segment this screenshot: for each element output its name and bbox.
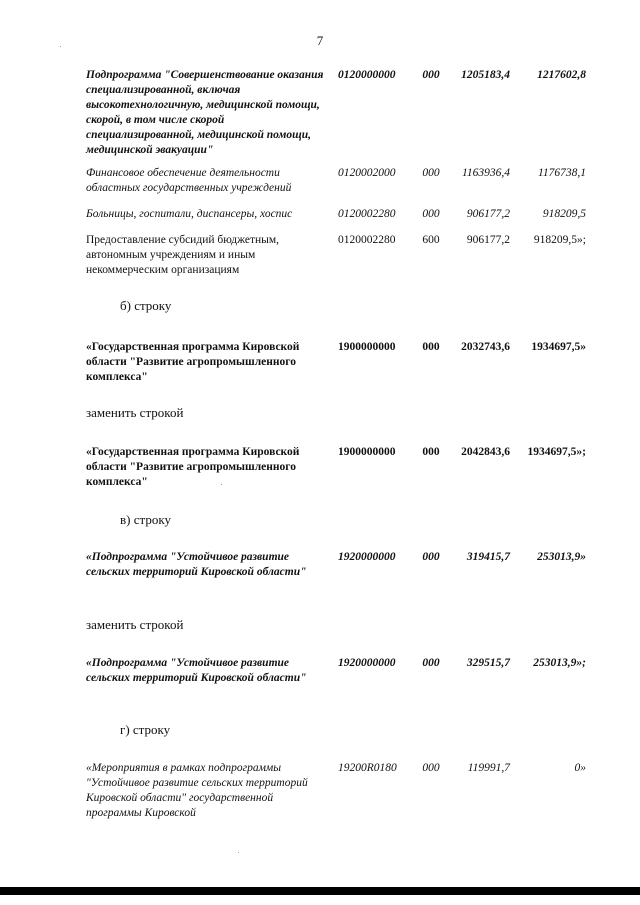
row-value-1: 1163936,4 (461, 167, 510, 179)
row-kind: 000 (422, 551, 440, 563)
row-code: 0120000000 (338, 69, 396, 81)
row-kind: 000 (422, 167, 440, 179)
row-description: Предоставление субсидий бюджетным, автономным учреждениям и иным некоммерческим организациям (86, 234, 280, 276)
row-kind: 000 (422, 208, 440, 220)
scan-speck (238, 852, 239, 853)
row-description: «Государственная программа Кировской области "Развитие агропромышленного комплекса" (86, 341, 300, 383)
row-code: 0120002280 (338, 234, 396, 246)
note-replace: заменить строкой (86, 405, 184, 420)
row-value-1: 119991,7 (467, 762, 510, 774)
row-kind: 000 (422, 69, 440, 81)
row-description: Подпрограмма "Совершенствование оказания специализированной, включая высокотехнологичную, медицинской помощи, скорой, в том числе скорой специализированной, медицинской помощи, медицинской эвакуации" (86, 69, 324, 156)
row-value-2: 918209,5»; (533, 234, 586, 246)
row-value-1: 1205183,4 (461, 69, 510, 81)
row-description: «Подпрограмма "Устойчивое развитие сельских территорий Кировской области" (86, 657, 307, 684)
row-code: 1900000000 (338, 341, 396, 353)
row-value-1: 906177,2 (466, 208, 510, 220)
note-g-line: г) строку (120, 722, 171, 737)
row-kind: 000 (422, 341, 440, 353)
row-code: 0120002280 (338, 208, 396, 220)
row-description: Финансовое обеспечение деятельности областных государственных учреждений (86, 167, 292, 194)
row-kind: 000 (422, 446, 440, 458)
page-number: 7 (316, 33, 324, 48)
row-value-2: 918209,5 (542, 208, 586, 220)
scan-speck (221, 484, 222, 485)
note-v-line: в) строку (120, 512, 171, 527)
row-value-2: 1934697,5»; (527, 446, 586, 458)
row-kind: 000 (422, 657, 440, 669)
row-code: 1920000000 (338, 657, 396, 669)
row-description: «Подпрограмма "Устойчивое развитие сельских территорий Кировской области" (86, 551, 307, 578)
bottom-border-bar (0, 887, 640, 895)
row-description: Больницы, госпитали, диспансеры, хоспис (86, 208, 293, 220)
row-value-2: 1217602,8 (537, 69, 586, 81)
row-kind: 000 (422, 762, 440, 774)
note-b-line: б) строку (120, 298, 172, 313)
row-description: «Мероприятия в рамках подпрограммы "Устойчивое развитие сельских территорий Кировской области" государственной программы Кировской (86, 762, 308, 819)
row-kind: 600 (422, 234, 440, 246)
row-value-1: 906177,2 (466, 234, 510, 246)
row-code: 19200R0180 (338, 762, 397, 774)
row-code: 1920000000 (338, 551, 396, 563)
row-value-1: 319415,7 (466, 551, 510, 563)
row-value-2: 0» (574, 762, 586, 774)
row-value-1: 2042843,6 (461, 446, 510, 458)
note-replace: заменить строкой (86, 617, 184, 632)
row-value-1: 329515,7 (466, 657, 510, 669)
row-code: 1900000000 (338, 446, 396, 458)
row-description: «Государственная программа Кировской области "Развитие агропромышленного комплекса" (86, 446, 300, 488)
row-value-1: 2032743,6 (461, 341, 510, 353)
row-value-2: 1934697,5» (531, 341, 586, 353)
row-code: 0120002000 (338, 167, 396, 179)
row-value-2: 1176738,1 (537, 167, 586, 179)
row-value-2: 253013,9»; (533, 657, 586, 669)
scan-speck (60, 46, 61, 47)
row-value-2: 253013,9» (537, 551, 586, 563)
